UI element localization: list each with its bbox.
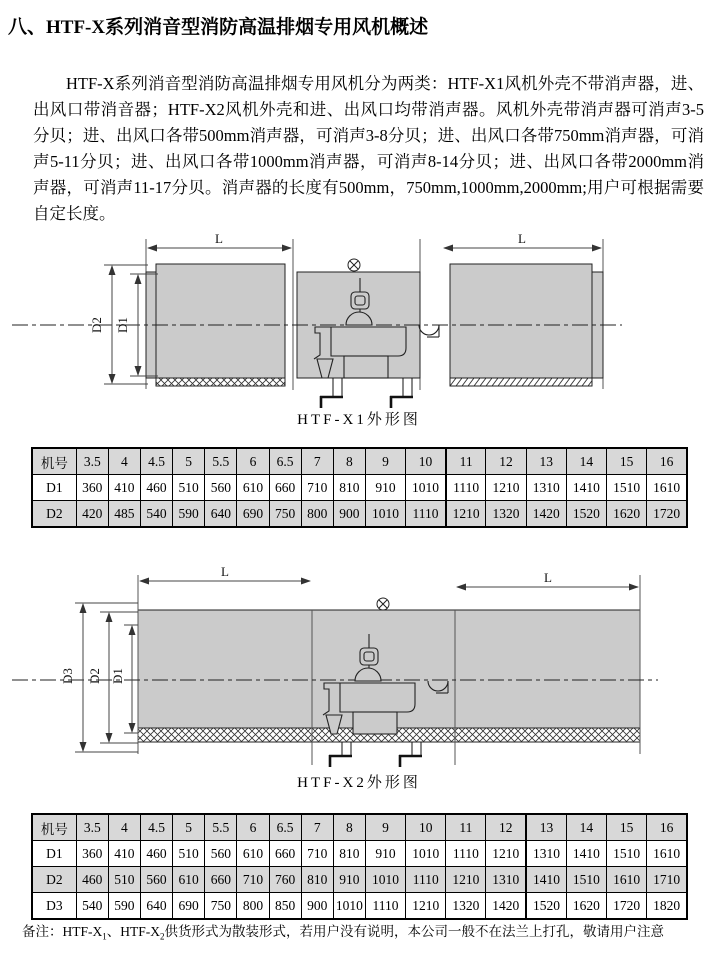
value-cell: 6 xyxy=(237,814,269,841)
value-cell: 1110 xyxy=(446,475,486,501)
value-cell: 1210 xyxy=(486,841,526,867)
value-cell: 910 xyxy=(333,867,365,893)
value-cell: 485 xyxy=(108,501,140,528)
value-cell: 16 xyxy=(647,448,687,475)
value-cell: 410 xyxy=(108,841,140,867)
value-cell: 900 xyxy=(301,893,333,920)
table-row xyxy=(32,501,687,528)
value-cell: 14 xyxy=(566,448,606,475)
value-cell: 540 xyxy=(76,893,108,920)
intro-paragraph: HTF-X系列消音型消防高温排烟专用风机分为两类：HTF-X1风机外壳不带消声器，进、出风口带消音器；HTF-X2风机外壳和进、出风口均带消声器。风机外壳带消声器可消声3-5分贝；进、出风口各带500mm消声器，可消声3-8分贝；进、出风口各带750mm消声器，可消声5-11分贝；进、出风口各带1000mm消声器，可消声8-14分贝；进、出风口各带2000mm消声器，可消声11-17分贝。消声器的长度有500mm，750mm,1000mm,2000mm;用户可根据需要自定长度。 xyxy=(33,73,704,223)
value-cell: 12 xyxy=(486,448,526,475)
value-cell: 1110 xyxy=(406,501,446,528)
row-label-cell: D1 xyxy=(32,841,76,867)
value-cell: 4.5 xyxy=(140,448,172,475)
value-cell: 1010 xyxy=(365,501,405,528)
value-cell: 1410 xyxy=(566,841,606,867)
value-cell: 910 xyxy=(365,841,405,867)
value-cell: 1210 xyxy=(446,501,486,528)
value-cell: 410 xyxy=(108,475,140,501)
value-cell: 560 xyxy=(205,841,237,867)
value-cell: 1310 xyxy=(526,841,566,867)
value-cell: 360 xyxy=(76,475,108,501)
value-cell: 9 xyxy=(365,814,405,841)
value-cell: 13 xyxy=(526,814,566,841)
value-cell: 1010 xyxy=(406,475,446,501)
value-cell: 1410 xyxy=(526,867,566,893)
value-cell: 660 xyxy=(269,841,301,867)
row-label-cell: D1 xyxy=(32,475,76,501)
footnote-text: 供货形式为散装形式，若用户没有说明，本公司一般不在法兰上打孔，敬请用户注意 xyxy=(164,924,664,939)
dim-label-D2: D2 xyxy=(89,317,104,333)
value-cell: 690 xyxy=(237,501,269,528)
value-cell: 1620 xyxy=(566,893,606,920)
value-cell: 7 xyxy=(301,448,333,475)
value-cell: 1210 xyxy=(406,893,446,920)
value-cell: 560 xyxy=(205,475,237,501)
footnote-sub2: 2 xyxy=(160,931,165,942)
value-cell: 800 xyxy=(301,501,333,528)
value-cell: 1510 xyxy=(606,475,646,501)
value-cell: 1320 xyxy=(486,501,526,528)
value-cell: 15 xyxy=(606,814,646,841)
value-cell: 460 xyxy=(140,841,172,867)
value-cell: 6 xyxy=(237,448,269,475)
dim-label-D2: D2 xyxy=(87,668,102,684)
value-cell: 1010 xyxy=(406,841,446,867)
value-cell: 4.5 xyxy=(140,814,172,841)
footnote-sub1: 1 xyxy=(102,931,107,942)
value-cell: 750 xyxy=(205,893,237,920)
value-cell: 1820 xyxy=(647,893,687,920)
value-cell: 1520 xyxy=(566,501,606,528)
value-cell: 1410 xyxy=(566,475,606,501)
row-label-cell: 机号 xyxy=(32,448,76,475)
value-cell: 850 xyxy=(269,893,301,920)
value-cell: 610 xyxy=(237,475,269,501)
dim-label-L-left: L xyxy=(221,564,229,579)
value-cell: 6.5 xyxy=(269,448,301,475)
value-cell: 510 xyxy=(173,475,205,501)
table-row xyxy=(32,841,687,867)
value-cell: 4 xyxy=(108,814,140,841)
value-cell: 900 xyxy=(333,501,365,528)
value-cell: 610 xyxy=(237,841,269,867)
value-cell: 3.5 xyxy=(76,814,108,841)
row-label-cell: D2 xyxy=(32,501,76,528)
table-row xyxy=(32,475,687,501)
value-cell: 1610 xyxy=(647,841,687,867)
value-cell: 660 xyxy=(269,475,301,501)
value-cell: 590 xyxy=(108,893,140,920)
row-label-cell: D3 xyxy=(32,893,76,920)
value-cell: 1010 xyxy=(365,867,405,893)
lifting-eyebolt xyxy=(345,259,363,272)
value-cell: 1010 xyxy=(333,893,365,920)
value-cell: 460 xyxy=(76,867,108,893)
support-legs xyxy=(329,742,422,767)
caption-htf-x2: HTF-X2外形图 xyxy=(297,775,421,791)
value-cell: 760 xyxy=(269,867,301,893)
value-cell: 13 xyxy=(526,448,566,475)
value-cell: 690 xyxy=(173,893,205,920)
value-cell: 1110 xyxy=(365,893,405,920)
htf-x1-outline-drawing xyxy=(0,226,718,412)
left-hatch-band xyxy=(156,378,285,386)
value-cell: 710 xyxy=(301,475,333,501)
htf-x2-outline-drawing xyxy=(0,563,718,775)
htf-x2-dimension-table xyxy=(31,813,688,920)
support-legs xyxy=(320,378,413,408)
value-cell: 640 xyxy=(140,893,172,920)
footnote-mid: 、HTF-X xyxy=(106,924,160,939)
value-cell: 1720 xyxy=(647,501,687,528)
caption-htf-x1: HTF-X1外形图 xyxy=(297,412,421,428)
value-cell: 810 xyxy=(333,841,365,867)
value-cell: 1420 xyxy=(486,893,526,920)
row-label-cell: D2 xyxy=(32,867,76,893)
value-cell: 11 xyxy=(446,814,486,841)
value-cell: 460 xyxy=(140,475,172,501)
value-cell: 1620 xyxy=(606,501,646,528)
table-row xyxy=(32,814,687,841)
value-cell: 16 xyxy=(647,814,687,841)
left-silencer-box xyxy=(156,264,285,378)
value-cell: 510 xyxy=(108,867,140,893)
value-cell: 800 xyxy=(237,893,269,920)
value-cell: 750 xyxy=(269,501,301,528)
value-cell: 15 xyxy=(606,448,646,475)
value-cell: 560 xyxy=(140,867,172,893)
dim-label-D3: D3 xyxy=(60,668,75,684)
value-cell: 360 xyxy=(76,841,108,867)
value-cell: 3.5 xyxy=(76,448,108,475)
value-cell: 540 xyxy=(140,501,172,528)
value-cell: 1310 xyxy=(526,475,566,501)
page-title: 八、HTF-X系列消音型消防高温排烟专用风机概述 xyxy=(8,17,429,38)
right-hatch-band xyxy=(450,378,592,386)
value-cell: 1320 xyxy=(446,893,486,920)
value-cell: 1210 xyxy=(486,475,526,501)
value-cell: 640 xyxy=(205,501,237,528)
row-label-cell: 机号 xyxy=(32,814,76,841)
value-cell: 1420 xyxy=(526,501,566,528)
value-cell: 14 xyxy=(566,814,606,841)
value-cell: 910 xyxy=(365,475,405,501)
value-cell: 5.5 xyxy=(205,448,237,475)
footnote-prefix: 备注：HTF-X xyxy=(22,924,103,939)
value-cell: 1510 xyxy=(566,867,606,893)
dim-label-L-left: L xyxy=(215,231,223,246)
htf-x1-dimension-table xyxy=(31,447,688,528)
value-cell: 420 xyxy=(76,501,108,528)
value-cell: 1720 xyxy=(606,893,646,920)
dim-label-L-right: L xyxy=(544,570,552,585)
value-cell: 510 xyxy=(173,841,205,867)
dim-label-D1: D1 xyxy=(115,317,130,333)
value-cell: 5 xyxy=(173,814,205,841)
right-silencer-box xyxy=(450,264,592,378)
value-cell: 1110 xyxy=(406,867,446,893)
value-cell: 7 xyxy=(301,814,333,841)
value-cell: 810 xyxy=(333,475,365,501)
value-cell: 4 xyxy=(108,448,140,475)
table-row xyxy=(32,867,687,893)
value-cell: 12 xyxy=(486,814,526,841)
table-row xyxy=(32,448,687,475)
value-cell: 5 xyxy=(173,448,205,475)
value-cell: 8 xyxy=(333,448,365,475)
value-cell: 660 xyxy=(205,867,237,893)
value-cell: 1210 xyxy=(446,867,486,893)
value-cell: 8 xyxy=(333,814,365,841)
value-cell: 810 xyxy=(301,867,333,893)
footnote xyxy=(22,920,712,942)
lifting-eyebolt xyxy=(374,598,392,610)
value-cell: 590 xyxy=(173,501,205,528)
value-cell: 5.5 xyxy=(205,814,237,841)
value-cell: 1510 xyxy=(606,841,646,867)
value-cell: 11 xyxy=(446,448,486,475)
value-cell: 1610 xyxy=(606,867,646,893)
value-cell: 610 xyxy=(173,867,205,893)
value-cell: 710 xyxy=(301,841,333,867)
value-cell: 10 xyxy=(406,814,446,841)
dim-label-D1: D1 xyxy=(110,668,125,684)
value-cell: 1310 xyxy=(486,867,526,893)
dim-label-L-right: L xyxy=(518,231,526,246)
value-cell: 1110 xyxy=(446,841,486,867)
value-cell: 1610 xyxy=(647,475,687,501)
table-row xyxy=(32,893,687,920)
value-cell: 710 xyxy=(237,867,269,893)
value-cell: 1710 xyxy=(647,867,687,893)
value-cell: 1520 xyxy=(526,893,566,920)
value-cell: 6.5 xyxy=(269,814,301,841)
value-cell: 9 xyxy=(365,448,405,475)
value-cell: 10 xyxy=(406,448,446,475)
